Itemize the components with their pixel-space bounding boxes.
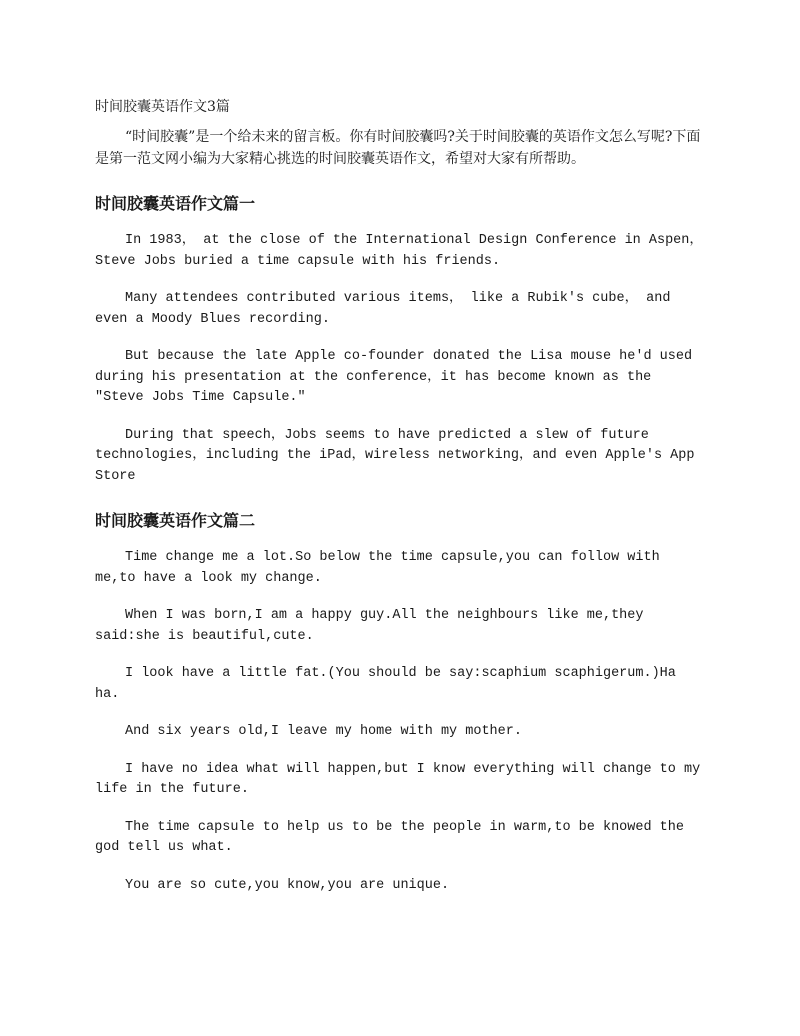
section-2-paragraph-2: When I was born,I am a happy guy.All the neighbours like me,they said:she is beautiful,cute. (95, 608, 644, 644)
section-1-paragraph-3: But because the late Apple co-founder donated the Lisa mouse he'd used during his presentation at the conference，it has become known as the "Steve Jobs Time Capsule." (95, 349, 693, 405)
section-2-paragraph-4: And six years old,I leave my home with my mother. (125, 724, 522, 739)
section-1-paragraph-1: In 1983， at the close of the International Design Conference in Aspen，Steve Jobs buried a time capsule with his friends. (95, 233, 703, 269)
document-title: 时间胶囊英语作文3篇 (95, 99, 230, 115)
section-2-paragraph-1: Time change me a lot.So below the time capsule,you can follow with me,to have a look my change. (95, 550, 660, 586)
section-heading-2: 时间胶囊英语作文篇二 (95, 511, 256, 530)
section-2-paragraph-6: The time capsule to help us to be the people in warm,to be knowed the god tell us what. (95, 819, 684, 855)
section-heading-1: 时间胶囊英语作文篇一 (95, 194, 256, 213)
intro-paragraph: “时间胶囊”是一个给未来的留言板。你有时间胶囊吗?关于时间胶囊的英语作文怎么写呢?下面是第一范文网小编为大家精心挑选的时间胶囊英语作文，希望对大家有所帮助。 (95, 129, 701, 167)
section-2-paragraph-3: I look have a little fat.(You should be say:scaphium scaphigerum.)Ha ha. (95, 666, 676, 702)
section-1-paragraph-2: Many attendees contributed various items， like a Rubik's cube， and even a Moody Blues recording. (95, 291, 671, 327)
section-2-paragraph-7: You are so cute,you know,you are unique. (125, 877, 450, 893)
section-1-paragraph-4: During that speech，Jobs seems to have predicted a slew of future technologies，including the iPad，wireless networking，and even Apple's App Store (95, 427, 695, 484)
section-2-paragraph-5: I have no idea what will happen,but I know everything will change to my life in the future. (95, 761, 701, 797)
